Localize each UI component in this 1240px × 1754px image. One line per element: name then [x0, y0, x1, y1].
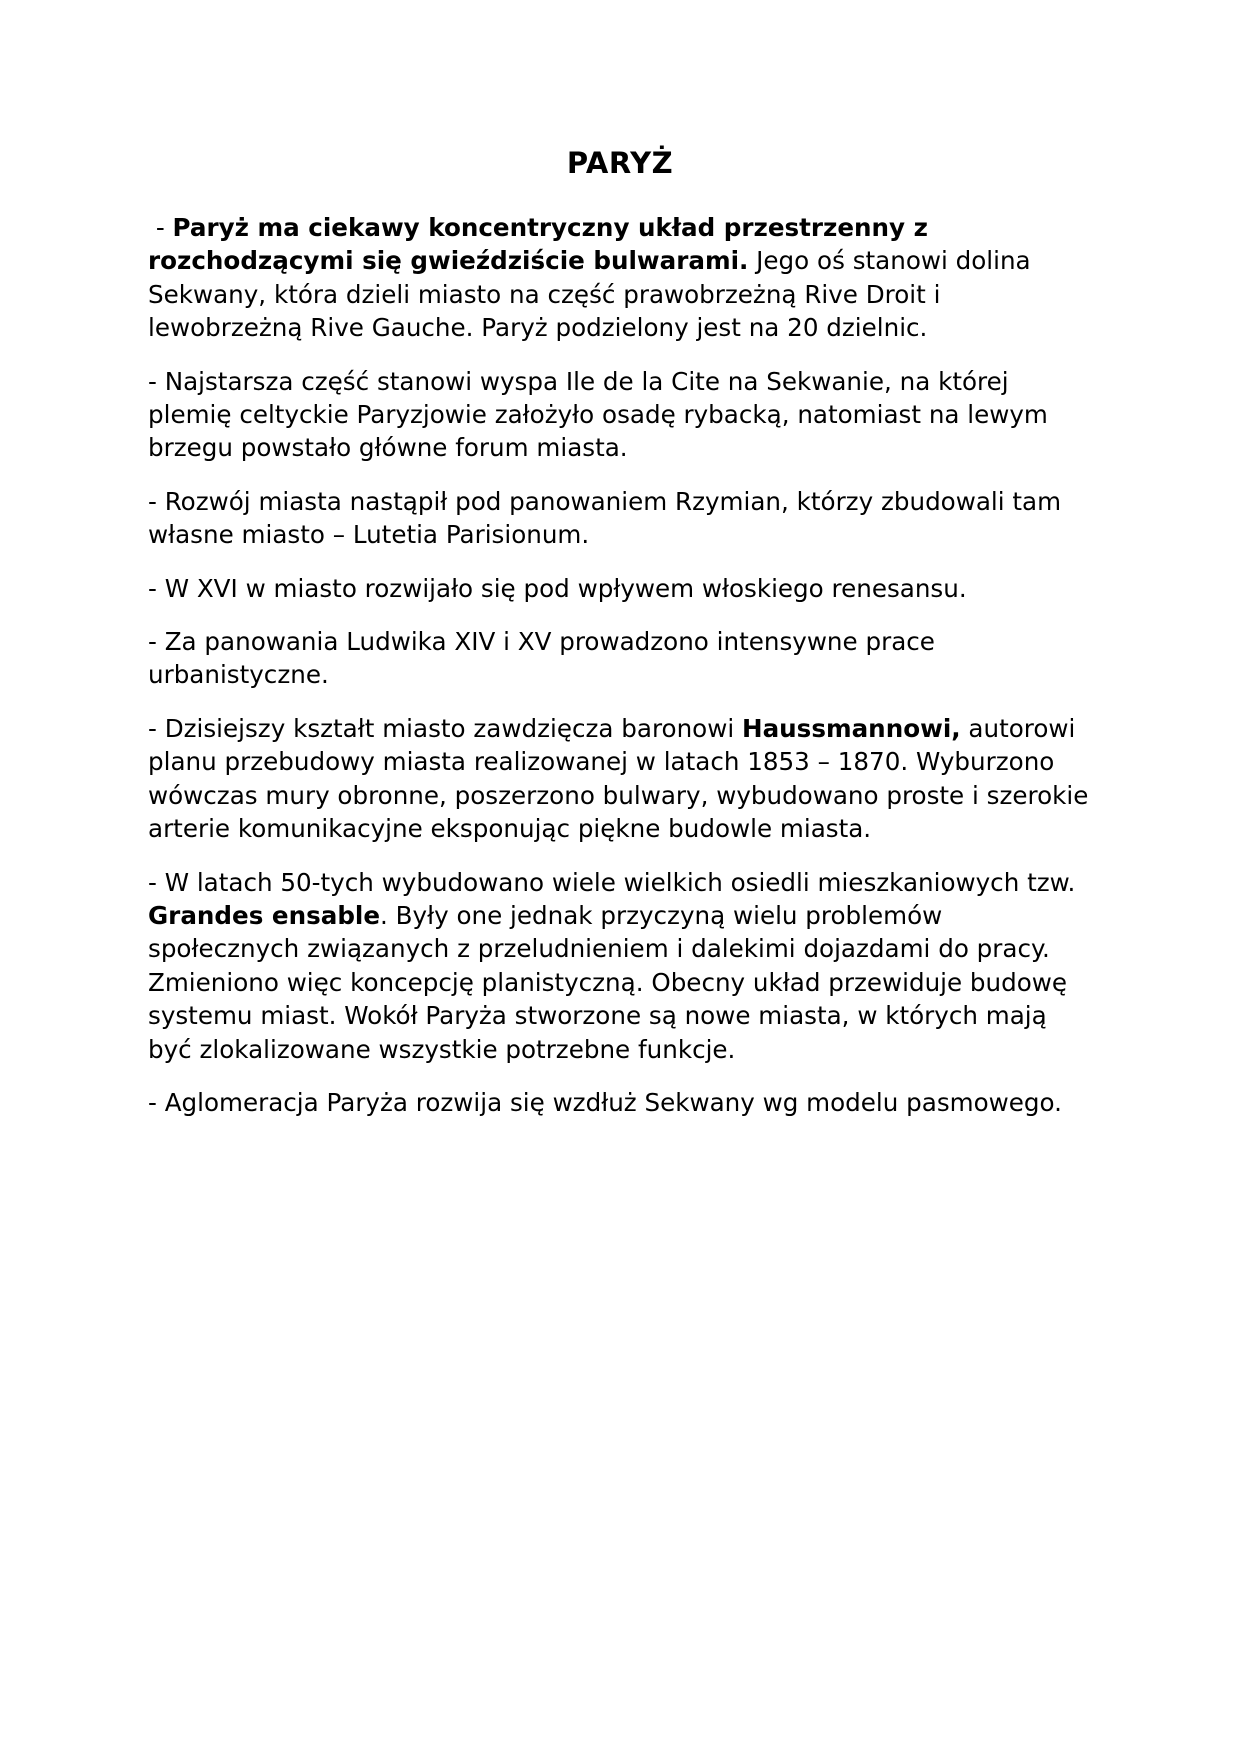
- paragraph-layout: [148, 211, 1098, 345]
- document-title: PARYŻ: [566, 146, 674, 180]
- paragraph-haussmann-before: - Dzisiejszy kształt miasto zawdzięcza baronowi: [148, 713, 742, 743]
- paragraph-grandes-ensembles: [148, 866, 1098, 1066]
- paragraph-grandes-bold: Grandes ensable: [148, 900, 381, 930]
- paragraph-layout-bold: Paryż ma ciekawy koncentryczny układ przestrzenny z rozchodzącymi się gwieździście bulwarami.: [148, 213, 928, 276]
- paragraph-haussmann-after: autorowi planu przebudowy miasta realizowanej w latach 1853 – 1870. Wyburzono wówczas mury obronne, poszerzono bulwary, wybudowano proste i szerokie arterie komunikacyjne eksponując piękne budowle miasta.: [148, 713, 1089, 844]
- paragraph-layout-prefix: -: [148, 213, 173, 242]
- paragraph-agglomeration: - Aglomeracja Paryża rozwija się wzdłuż Sekwany wg modelu pasmowego.: [148, 1087, 1062, 1117]
- paragraph-layout-text: Jego oś stanowi dolina Sekwany, która dzieli miasto na część prawobrzeżną Rive Droit i lewobrzeżną Rive Gauche. Paryż podzielony jest na 20 dzielnic.: [148, 246, 1031, 343]
- paragraph-oldest-part: - Najstarsza część stanowi wyspa Ile de la Cite na Sekwanie, na której plemię celtyckie Paryzjowie założyło osadę rybacką, natomiast na lewym brzegu powstało główne forum miasta.: [148, 366, 1048, 463]
- paragraph-louis-reign: - Za panowania Ludwika XIV i XV prowadzono intensywne prace urbanistyczne.: [148, 627, 935, 690]
- paragraph-haussmann-bold: Haussmannowi,: [742, 713, 961, 743]
- document-body: [148, 211, 1098, 1139]
- paragraph-haussmann: [148, 712, 1098, 846]
- paragraph-renaissance: - W XVI w miasto rozwijało się pod wpływem włoskiego renesansu.: [148, 573, 967, 603]
- paragraph-grandes-after: . Były one jednak przyczyną wielu problemów społecznych związanych z przeludnieniem i dalekimi dojazdami do pracy. Zmieniono więc koncepcję planistyczną. Obecny układ przewiduje budowę systemu miast. Wokół Paryża stworzone są nowe miasta, w których mają być zlokalizowane wszystkie potrzebne funkcje.: [148, 900, 1068, 1064]
- paragraph-roman-development: - Rozwój miasta nastąpił pod panowaniem Rzymian, którzy zbudowali tam własne miasto – Lutetia Parisionum.: [148, 486, 1062, 550]
- paragraph-grandes-before: - W latach 50-tych wybudowano wiele wielkich osiedli mieszkaniowych tzw.: [148, 867, 1076, 897]
